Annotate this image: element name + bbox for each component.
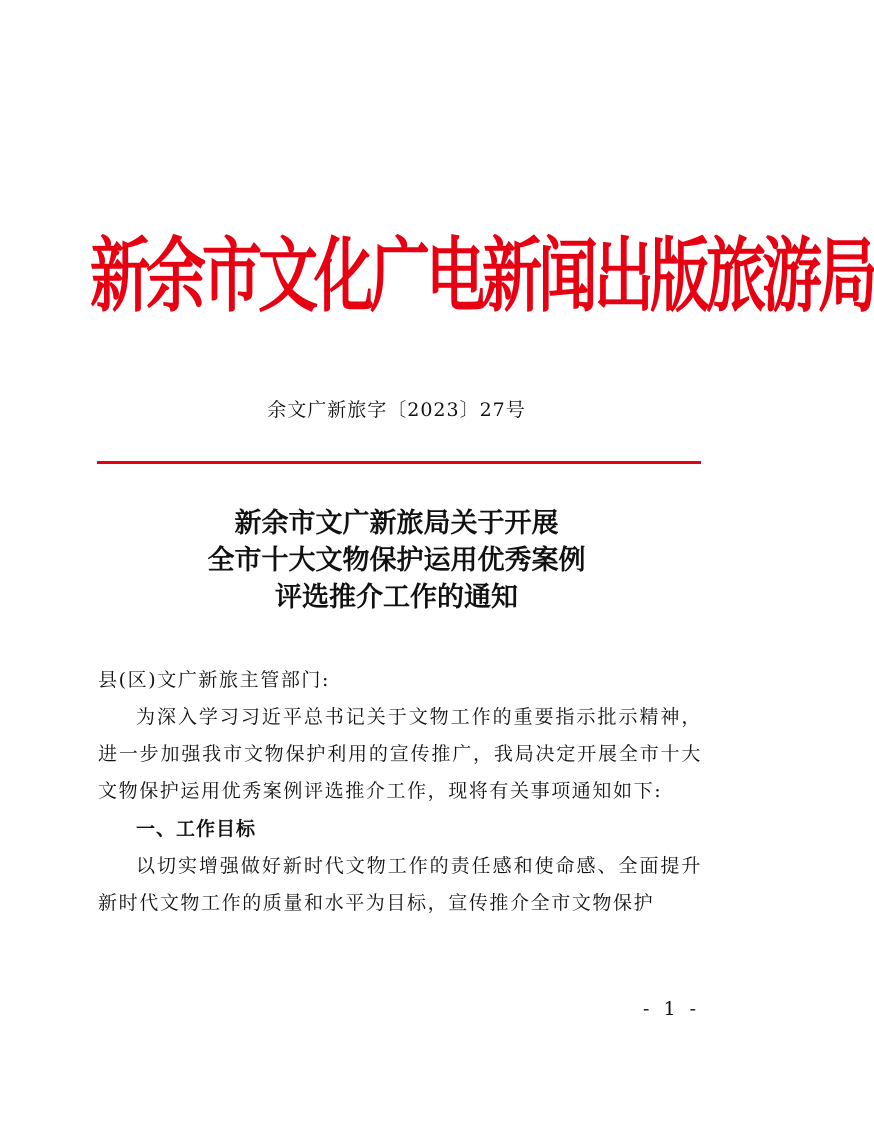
body-paragraph-2: 以切实增强做好新时代文物工作的责任感和使命感、全面提升新时代文物工作的质量和水平为目标，宣传推介全市文物保护 xyxy=(98,855,702,914)
section-heading-work-goals: 一、工作目标 xyxy=(136,818,257,840)
salutation: 县(区)文广新旅主管部门: xyxy=(98,669,331,691)
document-number: 余文广新旅字〔2023〕27号 xyxy=(267,399,526,421)
red-separator-rule xyxy=(97,461,701,464)
title-line-1: 新余市文广新旅局关于开展 xyxy=(234,508,559,539)
issuing-organization-header: 新余市文化广电新闻出版旅游局 xyxy=(90,229,874,325)
body-paragraph-1: 为深入学习习近平总书记关于文物工作的重要指示批示精神，进一步加强我市文物保护利用的宣传推广，我局决定开展全市十大文物保护运用优秀案例评选推介工作，现将有关事项通知如下: xyxy=(98,706,702,802)
document-title xyxy=(0,505,793,616)
document-body xyxy=(98,662,702,922)
title-line-3: 评选推介工作的通知 xyxy=(275,582,518,613)
page-number: - 1 - xyxy=(642,998,700,1020)
title-line-2: 全市十大文物保护运用优秀案例 xyxy=(207,545,586,576)
